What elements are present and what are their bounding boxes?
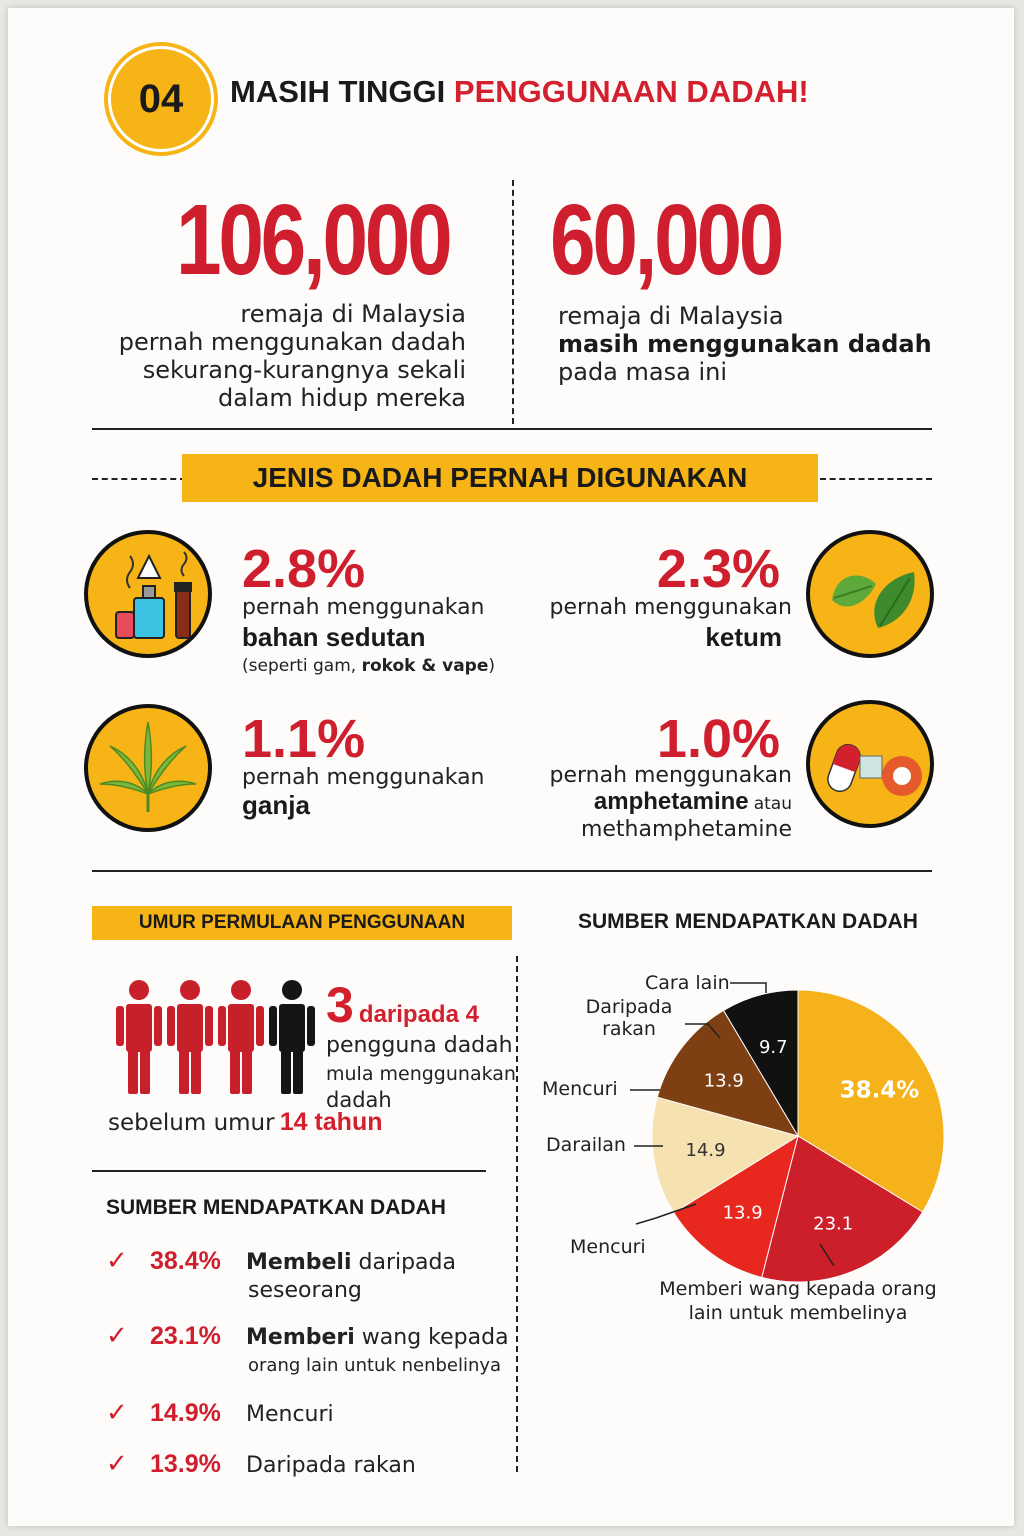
drug-prefix: pernah menggunakan bbox=[549, 595, 792, 620]
ratio-big-number: 3 bbox=[326, 977, 354, 1033]
check-icon: ✓ bbox=[106, 1246, 128, 1276]
sources-list-title: SUMBER MENDAPATKAN DADAH bbox=[106, 1196, 446, 1219]
drug-name-suffix: atau bbox=[753, 794, 792, 814]
drug-prefix: pernah menggunakan bbox=[549, 763, 792, 788]
pie-label-rakan: rakan bbox=[602, 1018, 656, 1040]
stat-left-line: remaja di Malaysia bbox=[240, 300, 466, 328]
age-before-text: sebelum umur bbox=[108, 1110, 275, 1136]
source-percent: 23.1% bbox=[150, 1322, 221, 1350]
title-black: MASIH TINGGI bbox=[230, 74, 446, 109]
stat-left-line: sekurang-kurangnya sekali bbox=[142, 356, 466, 384]
drug-prefix: pernah menggunakan bbox=[242, 595, 485, 620]
check-icon: ✓ bbox=[106, 1321, 128, 1351]
drug-name: ganja bbox=[242, 790, 310, 820]
ratio-text: daripada 4 bbox=[358, 1001, 479, 1028]
drug-note-bold: rokok & vape bbox=[361, 656, 489, 676]
check-icon: ✓ bbox=[106, 1398, 128, 1428]
drug-note-a: (seperti gam, bbox=[242, 656, 362, 676]
drug-name: ketum bbox=[705, 622, 782, 652]
stat-right-bold-line: masih menggunakan dadah bbox=[558, 330, 932, 358]
drug-prefix: pernah menggunakan bbox=[242, 765, 485, 790]
drug-percent: 2.8% bbox=[242, 539, 366, 599]
stat-left-line: pernah menggunakan dadah bbox=[118, 328, 466, 356]
drug-percent: 1.0% bbox=[656, 709, 780, 769]
stat-left-line: dalam hidup mereka bbox=[218, 384, 466, 412]
drug-percent: 1.1% bbox=[242, 709, 366, 769]
title-red: PENGGUNAAN DADAH! bbox=[453, 74, 809, 109]
age-value: 14 tahun bbox=[279, 1108, 383, 1136]
section-number: 04 bbox=[138, 76, 184, 121]
drug-types-banner: JENIS DADAH PERNAH DIGUNAKAN bbox=[182, 454, 818, 502]
source-rest: daripada bbox=[351, 1250, 456, 1275]
source-text: Mencuri bbox=[246, 1402, 334, 1427]
pie-label-memberi-2: lain untuk membelinya bbox=[688, 1302, 908, 1324]
drug-name-2: methamphetamine bbox=[580, 817, 792, 842]
drug-percent: 2.3% bbox=[656, 539, 780, 599]
source-percent: 14.9% bbox=[150, 1399, 221, 1427]
pie-title: SUMBER MENDAPATKAN DADAH bbox=[578, 910, 918, 933]
pie-slice-label: 9.7 bbox=[758, 1036, 788, 1058]
check-icon: ✓ bbox=[106, 1449, 128, 1479]
source-rest: wang kepada bbox=[354, 1325, 509, 1350]
pie-label-mencuri-bottom: Mencuri bbox=[570, 1236, 646, 1258]
stat-right-line: remaja di Malaysia bbox=[558, 302, 784, 330]
source-percent: 38.4% bbox=[150, 1247, 221, 1275]
source-bold: Membeli bbox=[246, 1250, 352, 1275]
source-text: Daripada rakan bbox=[246, 1453, 416, 1478]
source-line2: seseorang bbox=[248, 1278, 362, 1303]
source-line2: orang lain untuk nenbelinya bbox=[248, 1355, 502, 1376]
pie-label-cara-lain: Cara lain bbox=[645, 972, 730, 994]
pie-slice-label: 13.9 bbox=[703, 1070, 744, 1092]
age-line-1: pengguna dadah bbox=[326, 1033, 513, 1058]
pie-label-mencuri-top: Mencuri bbox=[542, 1078, 618, 1100]
age-line-2: mula menggunakan bbox=[326, 1063, 516, 1085]
age-banner: UMUR PERMULAAN PENGGUNAAN bbox=[92, 906, 512, 940]
age-line-3: dadah bbox=[326, 1088, 392, 1112]
leader-line bbox=[730, 983, 766, 993]
source-bold: Memberi bbox=[246, 1325, 355, 1350]
pie-label-daripada: Daripada bbox=[585, 996, 673, 1018]
pie-label-memberi-1: Memberi wang kepada orang bbox=[659, 1278, 937, 1300]
pie-slice-label: 38.4% bbox=[839, 1077, 920, 1104]
drug-name: bahan sedutan bbox=[242, 622, 426, 652]
pie-slice-label: 14.9 bbox=[685, 1140, 726, 1162]
pie-slice-label: 13.9 bbox=[722, 1202, 763, 1224]
stat-right-line: pada masa ini bbox=[558, 358, 727, 386]
infographic-page bbox=[8, 8, 1014, 1526]
pie-label-darailan: Darailan bbox=[546, 1134, 626, 1156]
drug-name: amphetamine bbox=[593, 788, 749, 815]
stat-number-106000: 106,000 bbox=[176, 184, 450, 296]
pie-slice-label: 23.1 bbox=[813, 1213, 854, 1235]
stat-number-60000: 60,000 bbox=[550, 184, 782, 296]
drug-note-b: ) bbox=[488, 656, 496, 676]
source-percent: 13.9% bbox=[150, 1450, 221, 1478]
